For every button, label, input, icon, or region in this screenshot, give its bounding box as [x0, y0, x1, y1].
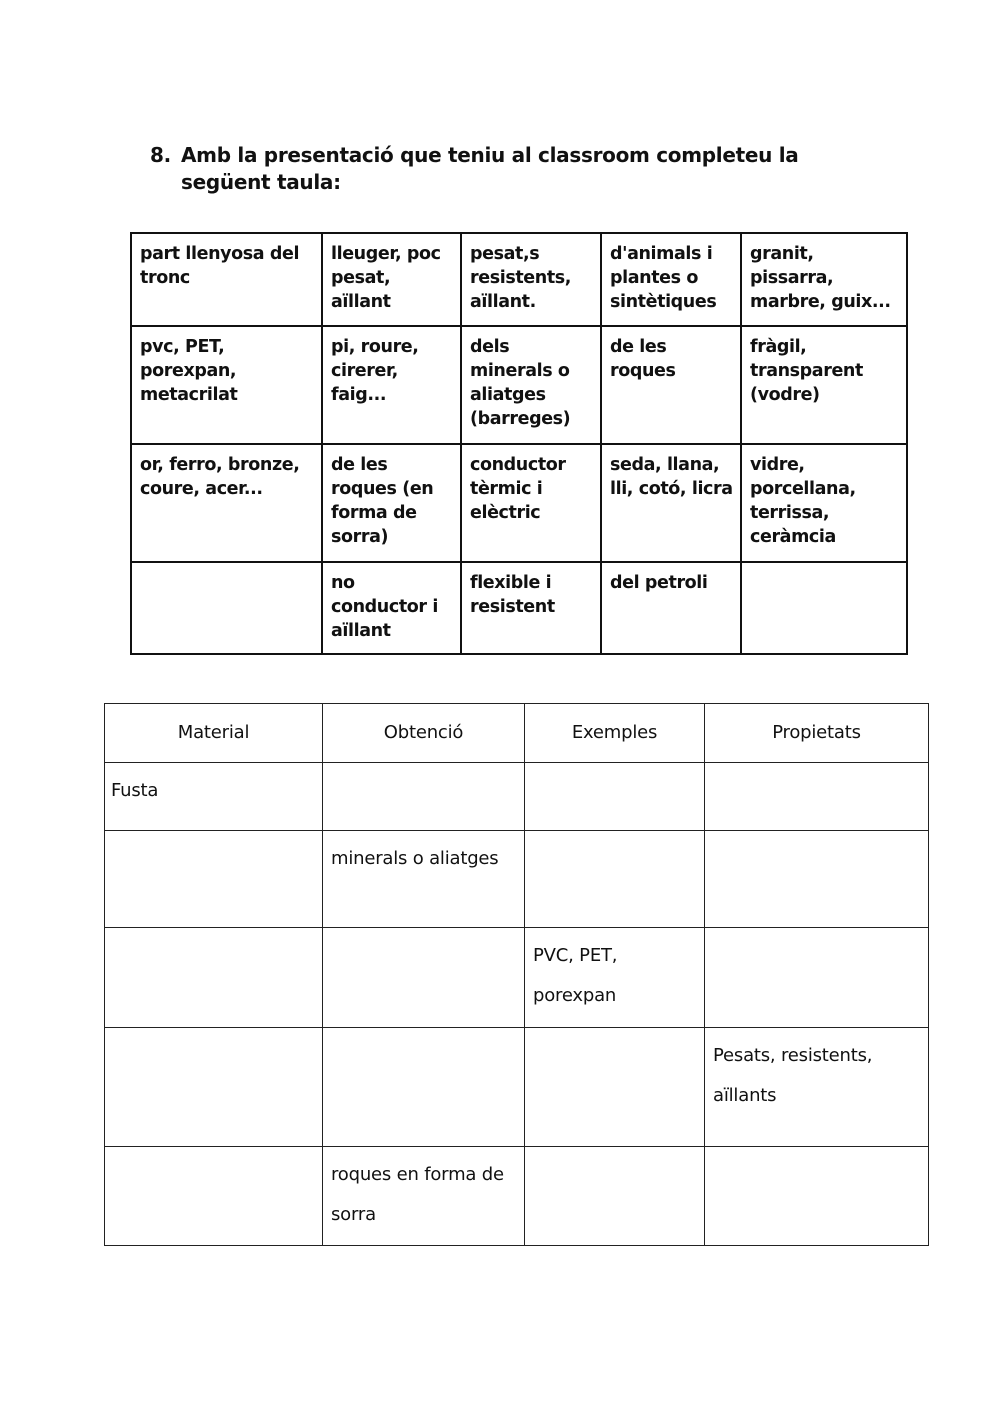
- answer-drop-cell[interactable]: [323, 928, 525, 1028]
- word-bank-cell[interactable]: fràgil, transparent (vodre): [741, 326, 907, 444]
- answer-drop-cell[interactable]: [705, 763, 929, 831]
- word-bank-cell[interactable]: no conductor i aïllant: [322, 562, 461, 654]
- word-bank-cell[interactable]: conductor tèrmic i elèctric: [461, 444, 601, 562]
- answer-drop-cell[interactable]: [105, 1147, 323, 1246]
- word-bank-cell[interactable]: de les roques: [601, 326, 741, 444]
- answer-table-row: [105, 763, 929, 831]
- question: [150, 142, 850, 196]
- answer-drop-cell[interactable]: [525, 1028, 705, 1147]
- word-bank-cell[interactable]: de les roques (en forma de sorra): [322, 444, 461, 562]
- word-bank-cell: [131, 562, 322, 654]
- word-bank-cell[interactable]: pi, roure, cirerer, faig...: [322, 326, 461, 444]
- answer-drop-cell[interactable]: [705, 1147, 929, 1246]
- header-material: Material: [105, 704, 323, 763]
- answer-drop-cell[interactable]: [525, 1147, 705, 1246]
- answer-table-row: [105, 1028, 929, 1147]
- word-bank-cell[interactable]: seda, llana, lli, cotó, licra: [601, 444, 741, 562]
- header-propietats: Propietats: [705, 704, 929, 763]
- answer-table-row: [105, 831, 929, 928]
- word-bank-cell[interactable]: dels minerals o aliatges (barreges): [461, 326, 601, 444]
- word-bank-row: [131, 444, 907, 562]
- answer-drop-cell[interactable]: [105, 831, 323, 928]
- question-number: 8.: [150, 143, 171, 167]
- word-bank-cell[interactable]: or, ferro, bronze, coure, acer...: [131, 444, 322, 562]
- answer-drop-cell[interactable]: [705, 928, 929, 1028]
- word-bank-cell[interactable]: d'animals i plantes o sintètiques: [601, 233, 741, 326]
- word-bank-cell[interactable]: del petroli: [601, 562, 741, 654]
- answer-table-header-row: [105, 704, 929, 763]
- answer-cell: minerals o aliatges: [323, 831, 525, 928]
- answer-drop-cell[interactable]: [323, 763, 525, 831]
- answer-cell: Fusta: [105, 763, 323, 831]
- word-bank-cell[interactable]: flexible i resistent: [461, 562, 601, 654]
- word-bank-table: [130, 232, 908, 655]
- answer-drop-cell[interactable]: [105, 1028, 323, 1147]
- answer-table-row: [105, 1147, 929, 1246]
- answer-table: [104, 703, 929, 1246]
- word-bank-row: [131, 233, 907, 326]
- word-bank-cell[interactable]: granit, pissarra, marbre, guix...: [741, 233, 907, 326]
- answer-drop-cell[interactable]: [705, 831, 929, 928]
- word-bank-cell: [741, 562, 907, 654]
- answer-drop-cell[interactable]: [323, 1028, 525, 1147]
- header-obtencio: Obtenció: [323, 704, 525, 763]
- answer-cell: PVC, PET, porexpan: [525, 928, 705, 1028]
- answer-cell: roques en forma de sorra: [323, 1147, 525, 1246]
- answer-cell: Pesats, resistents, aïllants: [705, 1028, 929, 1147]
- word-bank-row: [131, 562, 907, 654]
- answer-drop-cell[interactable]: [105, 928, 323, 1028]
- word-bank-row: [131, 326, 907, 444]
- question-text: Amb la presentació que teniu al classroom completeu la següent taula:: [181, 143, 799, 194]
- word-bank-cell[interactable]: pvc, PET, porexpan, metacrilat: [131, 326, 322, 444]
- answer-drop-cell[interactable]: [525, 763, 705, 831]
- word-bank-cell[interactable]: pesat,s resistents, aïllant.: [461, 233, 601, 326]
- word-bank-cell[interactable]: part llenyosa del tronc: [131, 233, 322, 326]
- header-exemples: Exemples: [525, 704, 705, 763]
- answer-table-row: [105, 928, 929, 1028]
- answer-drop-cell[interactable]: [525, 831, 705, 928]
- word-bank-cell[interactable]: vidre, porcellana, terrissa, ceràmcia: [741, 444, 907, 562]
- word-bank-cell[interactable]: lleuger, poc pesat, aïllant: [322, 233, 461, 326]
